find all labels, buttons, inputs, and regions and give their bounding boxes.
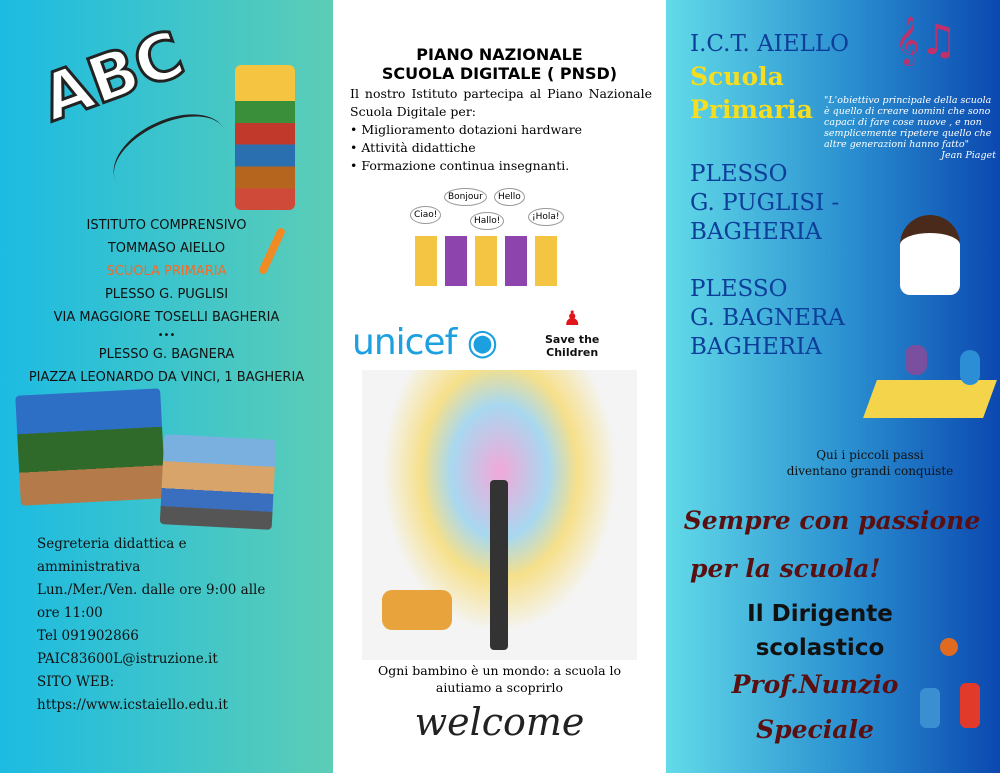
plesso-puglisi-block xyxy=(690,160,839,247)
plesso-puglisi: PLESSO G. PUGLISI xyxy=(104,287,229,302)
motto-line2: diventano grandi conquiste xyxy=(786,464,954,478)
plesso-bagnera-address: PIAZZA LEONARDO DA VINCI, 1 BAGHERIA xyxy=(28,370,305,385)
unicef-text: unicef xyxy=(352,322,457,363)
plesso-line: G. BAGNERA xyxy=(690,305,845,331)
plesso-line: PLESSO xyxy=(690,276,788,302)
pnsd-bullet: • Miglioramento dotazioni hardware xyxy=(350,122,583,137)
pnsd-text xyxy=(350,85,652,175)
pnsd-intro: Il nostro Istituto partecipa al Piano Nazionale Scuola Digitale per: xyxy=(350,86,652,119)
website-label: SITO WEB: xyxy=(37,674,115,690)
kids-greetings-illustration xyxy=(410,188,570,288)
school-photo-2 xyxy=(160,434,277,530)
greeting-bubble: Hello xyxy=(494,188,525,206)
plesso-puglisi-address: VIA MAGGIORE TOSELLI BAGHERIA xyxy=(53,310,280,325)
motto xyxy=(760,447,980,479)
school-photo-1 xyxy=(15,388,166,505)
email[interactable]: PAIC83600L@istruzione.it xyxy=(37,651,218,667)
website-link[interactable]: https://www.icstaiello.edu.it xyxy=(37,697,228,713)
principal-name-line2: Speciale xyxy=(756,715,874,744)
bullet-text: Attività didattiche xyxy=(361,140,476,155)
office-hours: Lun./Mer./Ven. dalle ore 9:00 alle xyxy=(37,582,266,598)
quote-author: Jean Piaget xyxy=(941,150,996,161)
caption-line1: Ogni bambino è un mondo: a scuola lo xyxy=(377,663,622,678)
principal-name-line1: Prof.Nunzio xyxy=(731,670,899,699)
principal-role xyxy=(700,597,940,665)
motto-line1: Qui i piccoli passi xyxy=(816,448,924,462)
plesso-line: G. PUGLISI - xyxy=(690,190,840,216)
quote-text: "L'obiettivo principale della scuola è quello di creare uomini che sono capaci di fare cose nuove , e non semplicemente ripetere quello che altre generazioni hanno fatto" xyxy=(824,95,992,150)
abc-logo: ABC xyxy=(31,17,194,137)
girl-books-illustration xyxy=(235,65,295,210)
school-info-block xyxy=(0,214,333,389)
level-line2: Primaria xyxy=(690,95,813,124)
office-label: Segreteria didattica e xyxy=(37,536,187,552)
caption-line2: aiutiamo a scoprirlo xyxy=(435,680,564,695)
role-line2: scolastico xyxy=(755,635,885,661)
pnsd-title-line1: PIANO NAZIONALE xyxy=(416,45,583,64)
piaget-quote xyxy=(824,95,996,161)
welcome-script: welcome xyxy=(414,700,585,744)
globe-icon: ◉ xyxy=(466,322,498,363)
contact-info xyxy=(37,533,265,717)
role-line1: Il Dirigente xyxy=(747,601,893,627)
greeting-bubble: Hallo! xyxy=(470,212,504,230)
institute-name: TOMMASO AIELLO xyxy=(107,241,226,256)
greeting-bubble: Bonjour xyxy=(444,188,487,206)
pnsd-title xyxy=(333,45,666,83)
school-level: SCUOLA PRIMARIA xyxy=(106,264,227,279)
basketball-kids-illustration xyxy=(915,638,990,738)
pnsd-bullet: • Formazione continua insegnanti. xyxy=(350,158,570,173)
plesso-line: BAGHERIA xyxy=(690,334,822,360)
slogan-line2: per la scuola! xyxy=(690,554,881,583)
karate-girl-illustration xyxy=(900,215,960,295)
stc-line2: Children xyxy=(546,346,599,359)
pnsd-title-line2: SCUOLA DIGITALE ( PNSD) xyxy=(381,64,618,83)
bullet-text: Miglioramento dotazioni hardware xyxy=(361,122,583,137)
level-line1: Scuola xyxy=(690,62,784,91)
separator: ••• xyxy=(157,330,176,341)
pnsd-bullet: • Attività didattiche xyxy=(350,140,476,155)
bullet-text: Formazione continua insegnanti. xyxy=(361,158,570,173)
slogan-line1: Sempre con passione xyxy=(683,506,981,535)
save-children-icon: ♟ xyxy=(563,306,582,330)
unicef-logo xyxy=(352,322,497,363)
greeting-bubble: ¡Hola! xyxy=(528,208,564,226)
office-label-2: amministrativa xyxy=(37,559,141,575)
stc-line1: Save the xyxy=(545,333,600,346)
plesso-line: PLESSO xyxy=(690,161,788,187)
phone: Tel 091902866 xyxy=(37,628,139,644)
institute-line: ISTITUTO COMPRENSIVO xyxy=(86,218,247,233)
music-notes-icon: 𝄞♫ xyxy=(895,15,958,64)
office-hours-2: ore 11:00 xyxy=(37,605,103,621)
plesso-bagnera: PLESSO G. BAGNERA xyxy=(98,347,235,362)
greeting-bubble: Ciao! xyxy=(410,206,441,224)
kids-playing-illustration xyxy=(830,345,990,420)
music-tree-illustration xyxy=(362,370,637,660)
school-name: I.C.T. AIELLO xyxy=(690,31,849,57)
tree-caption xyxy=(333,662,666,696)
save-the-children-logo xyxy=(545,303,599,359)
plesso-line: BAGHERIA xyxy=(690,219,822,245)
plesso-bagnera-block xyxy=(690,275,845,362)
